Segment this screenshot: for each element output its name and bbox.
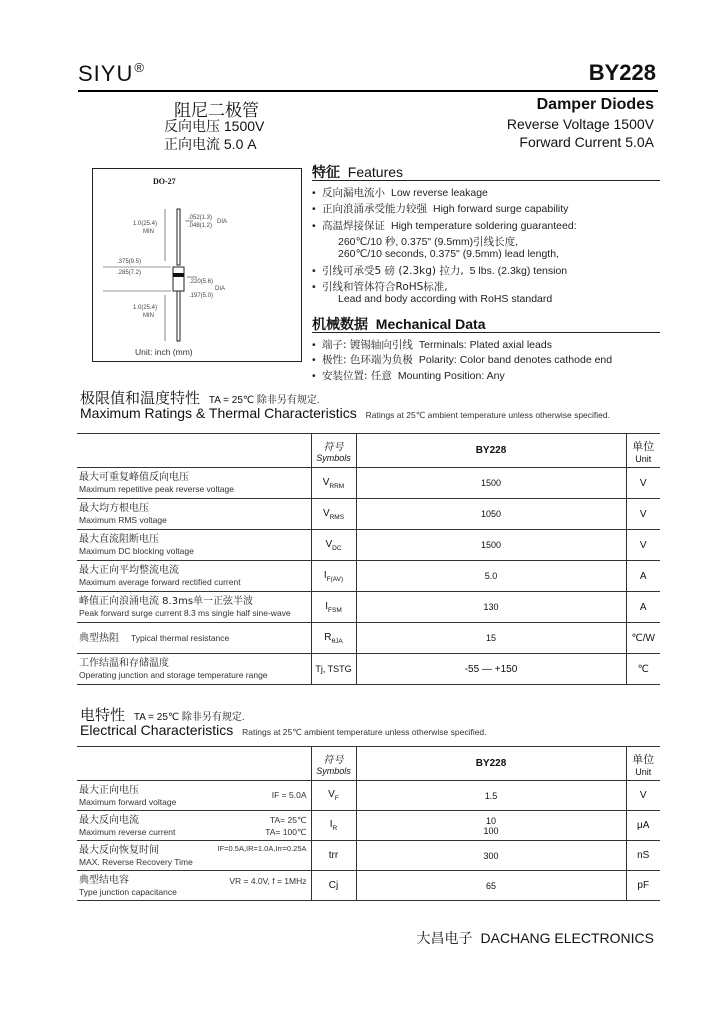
- body-length-2: .285(7.2): [117, 270, 142, 276]
- ratings-heading-cn: 极限值和温度特性 TA = 25℃ 除非另有规定.: [80, 389, 320, 407]
- mechanical-heading: 机械数据 Mechanical Data: [312, 316, 486, 333]
- header-rule: [78, 90, 658, 92]
- lead-length-top-min: MIN: [143, 229, 154, 235]
- table-row: 最大反向电流 Maximum reverse current TA= 25℃ TA= 100℃ $I_R$ 10 100 μA: [77, 811, 660, 841]
- part-header: BY228: [356, 434, 626, 468]
- brand-name: SIYU: [78, 61, 134, 86]
- feature-item: • 正向浪涌承受能力较强 High forward surge capability: [312, 203, 569, 215]
- feature-subline: 260℃/10 秒, 0.375" (9.5mm)引线长度,: [338, 236, 519, 248]
- cn-current: 正向电流 5.0 A: [164, 136, 257, 152]
- package-drawing: [93, 169, 301, 361]
- registered-mark: ®: [134, 60, 145, 75]
- table-row: 典型热阻 Typical thermal resistance $R_{\theta JA}$ 15 ℃/W: [77, 623, 660, 654]
- part-header: BY228: [356, 747, 626, 781]
- features-rule: [312, 180, 660, 181]
- feature-item: • 高温焊接保证 High temperature soldering guaranteed:: [312, 220, 577, 232]
- feature-item: • 引线和管体符合RoHS标准,: [312, 281, 448, 293]
- features-heading: 特征 Features: [312, 164, 404, 181]
- lead-dia-top-2: .048(1.2): [188, 223, 213, 229]
- feature-subline: Lead and body according with RoHS standard: [338, 293, 553, 305]
- en-voltage: Reverse Voltage 1500V: [506, 116, 654, 132]
- table-row: 峰值正向浪涌电流 8.3ms单一正弦半波 Peak forward surge current 8.3 ms single half sine-wave $I_{FSM}$ 130 A: [77, 592, 660, 623]
- feature-subline: 260℃/10 seconds, 0.375" (9.5mm) lead length,: [338, 248, 559, 260]
- lead-dia-top-1: .052(1.3): [188, 215, 213, 221]
- max-ratings-table: [77, 433, 660, 685]
- unit-header: 单位 Unit: [626, 747, 660, 781]
- table-row: 最大直流阻断电压 Maximum DC blocking voltage $V_{DC}$ 1500 V: [77, 530, 660, 561]
- symbol-header: 符号 Symbols: [311, 747, 356, 781]
- unit-header: 单位 Unit: [626, 434, 660, 468]
- lead-length-top: 1.0(25.4): [133, 221, 158, 227]
- mechanical-item: • 端子: 镀锡轴向引线 Terminals: Plated axial leads: [312, 339, 552, 351]
- en-current: Forward Current 5.0A: [519, 134, 654, 150]
- symbol-header: 符号 Symbols: [311, 434, 356, 468]
- table-row: 最大均方根电压 Maximum RMS voltage $V_{RMS}$ 1050 V: [77, 499, 660, 530]
- lead-length-bottom-min: MIN: [143, 313, 154, 319]
- part-number: BY228: [588, 60, 656, 85]
- electrical-table: [77, 746, 660, 901]
- en-title: Damper Diodes: [536, 96, 654, 113]
- package-units: Unit: inch (mm): [135, 347, 193, 357]
- table-header-row: [77, 747, 660, 781]
- body-dia-label: DIA: [215, 286, 226, 292]
- electrical-heading-en: Electrical Characteristics Ratings at 25℃ ambient temperature unless otherwise specified.: [80, 722, 487, 738]
- body-dia-1: .220(5.6): [189, 279, 214, 285]
- table-row: 工作结温和存储温度 Operating junction and storage temperature range Tj, TSTG -55 — +150 ℃: [77, 654, 660, 685]
- ratings-heading-en: Maximum Ratings & Thermal Characteristics Ratings at 25℃ ambient temperature unless otherwise specified.: [80, 405, 610, 421]
- body-length-1: .375(9.5): [117, 259, 142, 265]
- param-header: [77, 434, 311, 468]
- lead-dia-label: DIA: [217, 219, 228, 225]
- param-header: [77, 747, 311, 781]
- table-row: 最大正向平均整流电流 Maximum average forward rectified current $I_{F(AV)}$ 5.0 A: [77, 561, 660, 592]
- mechanical-rule: [312, 332, 660, 333]
- cn-voltage: 反向电压 1500V: [164, 118, 265, 134]
- body-dia-2: .197(5.0): [189, 293, 214, 299]
- electrical-heading-cn: 电特性 TA = 25℃ 除非另有规定.: [80, 706, 245, 724]
- feature-item: • 引线可承受5 磅 (2.3kg) 拉力, 5 lbs. (2.3kg) tension: [312, 265, 568, 277]
- package-outline-diagram: [92, 168, 302, 362]
- feature-item: • 反向漏电流小 Low reverse leakage: [312, 187, 488, 199]
- table-row: 最大可重复峰值反向电压 Maximum repetitive peak reverse voltage $V_{RRM}$ 1500 V: [77, 468, 660, 499]
- footer-company: 大昌电子 DACHANG ELECTRONICS: [416, 930, 654, 947]
- table-header-row: [77, 434, 660, 468]
- table-row: 最大正向电压 Maximum forward voltage IF = 5.0A $V_F$ 1.5 V: [77, 781, 660, 811]
- table-row: 典型结电容 Type junction capacitance VR = 4.0V, f = 1MHz Cj 65 pF: [77, 871, 660, 901]
- mechanical-item: • 极性: 色环端为负极 Polarity: Color band denotes cathode end: [312, 354, 613, 366]
- package-name: DO-27: [153, 177, 176, 186]
- lead-length-bottom: 1.0(25.4): [133, 305, 158, 311]
- table-row: 最大反向恢复时间 MAX. Reverse Recovery Time IF=0.5A,IR=1.0A,Irr=0.25A trr 300 nS: [77, 841, 660, 871]
- cn-title: 阻尼二极管: [174, 101, 259, 121]
- mechanical-item: • 安装位置: 任意 Mounting Position: Any: [312, 370, 505, 382]
- brand-logo: [78, 60, 145, 87]
